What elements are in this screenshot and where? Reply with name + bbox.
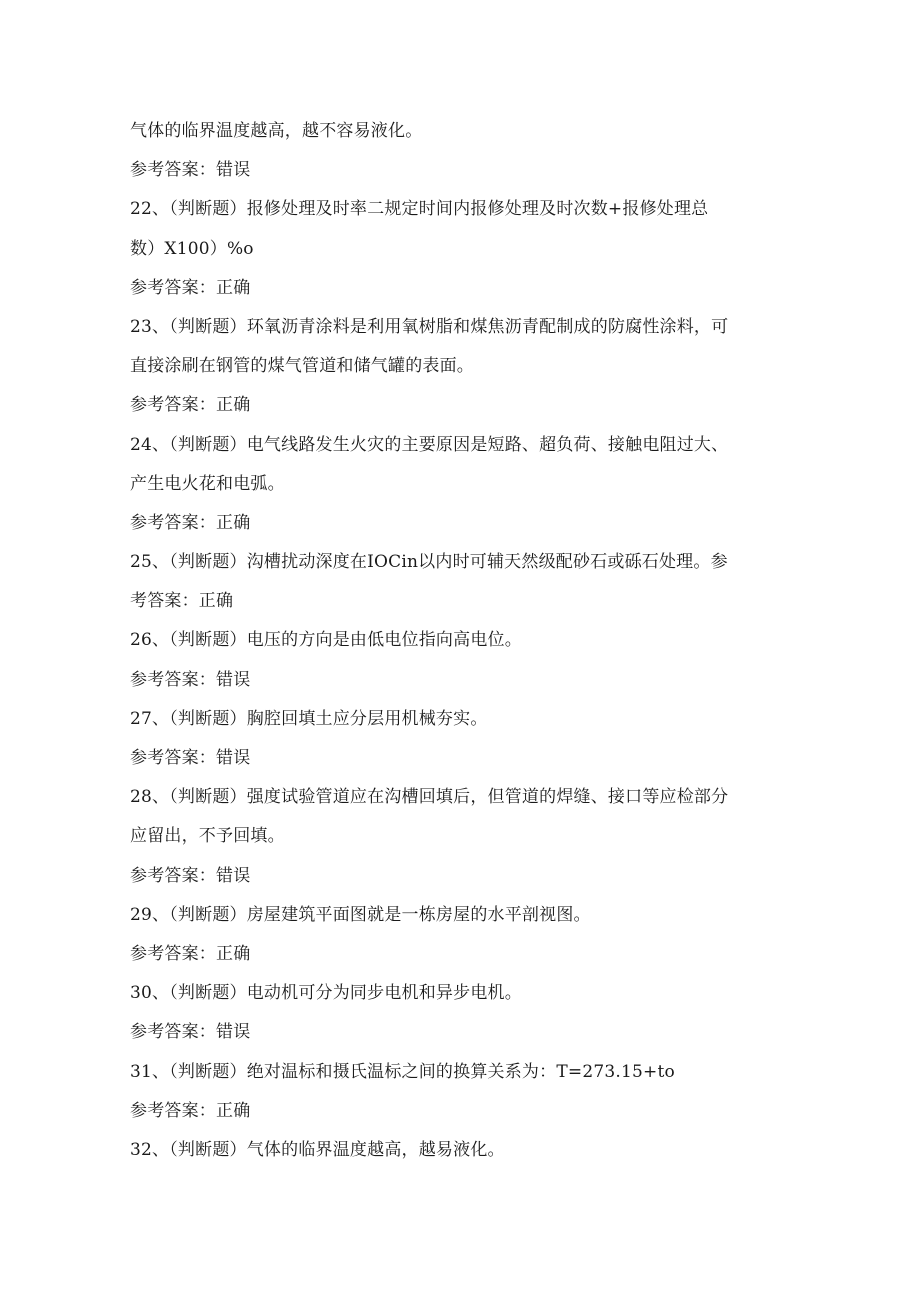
answer-29: 参考答案：正确 [130,943,251,964]
answer-26: 参考答案：错误 [130,669,251,690]
answer-30: 参考答案：错误 [130,1022,251,1043]
question-27: 27、（判断题）胸腔回填土应分层用机械夯实。 [130,708,488,729]
question-23-continued: 直接涂刷在钢管的煤气管道和储气罐的表面。 [130,356,474,377]
question-31: 31、（判断题）绝对温标和摄氏温标之间的换算关系为：T=273.15+to [130,1061,675,1082]
question-28-continued: 应留出，不予回填。 [130,826,285,847]
answer-27: 参考答案：错误 [130,748,251,768]
question-24: 24、（判断题）电气线路发生火灾的主要原因是短路、超负荷、接触电阻过大、 [130,434,729,455]
question-30: 30、（判断题）电动机可分为同步电机和异步电机。 [130,983,522,1004]
question-29: 29、（判断题）房屋建筑平面图就是一栋房屋的水平剖视图。 [130,904,591,925]
question-32: 32、（判断题）气体的临界温度越高，越易液化。 [130,1139,505,1160]
question-22: 22、（判断题）报修处理及时率二规定时间内报修处理及时次数+报修处理总 [130,199,709,220]
answer-28: 参考答案：错误 [130,865,251,886]
answer-22: 参考答案：正确 [130,277,251,298]
question-23: 23、（判断题）环氧沥青涂料是利用氧树脂和煤焦沥青配制成的防腐性涂料，可 [130,316,729,337]
question-22-continued: 数）X100）%o [130,238,254,259]
question-26: 26、（判断题）电压的方向是由低电位指向高电位。 [130,630,522,651]
question-28: 28、（判断题）强度试验管道应在沟槽回填后，但管道的焊缝、接口等应检部分 [130,787,729,808]
text-line: 气体的临界温度越高，越不容易液化。 [130,121,423,141]
question-24-continued: 产生电火花和电弧。 [130,473,285,494]
answer-31: 参考答案：正确 [130,1100,251,1121]
answer-line: 参考答案：错误 [130,160,251,181]
answer-23: 参考答案：正确 [130,395,251,416]
question-25: 25、（判断题）沟槽扰动深度在IOCin以内时可辅天然级配砂石或砾石处理。参 [130,552,728,573]
question-list [130,112,795,1170]
answer-24: 参考答案：正确 [130,512,251,533]
answer-25: 考答案：正确 [130,591,234,612]
